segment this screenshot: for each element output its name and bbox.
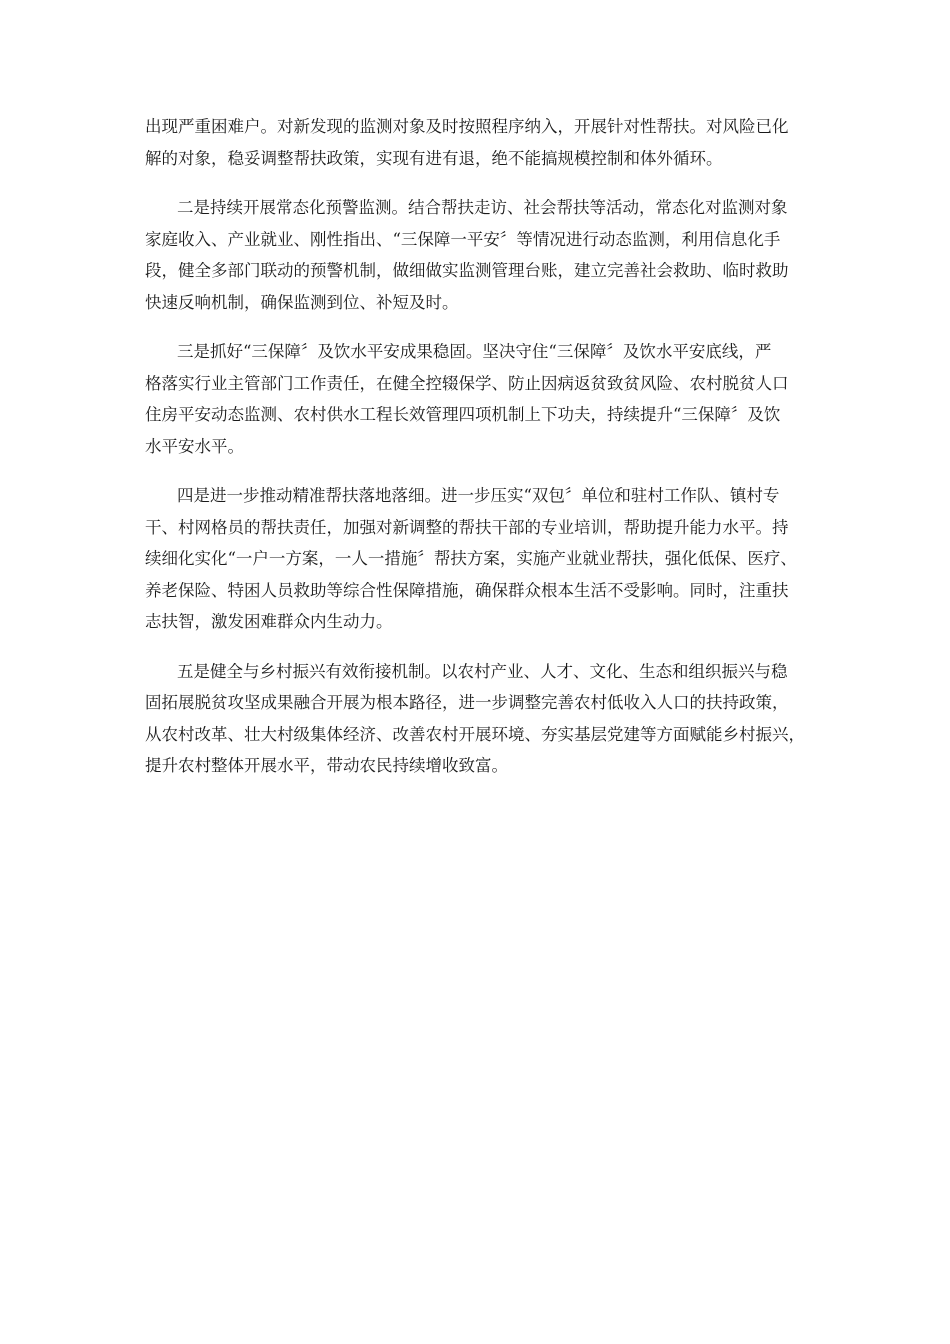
text-line: 志扶智，激发困难群众内生动力。 (145, 612, 393, 631)
text-line: 快速反响机制，确保监测到位、补短及时。 (145, 292, 459, 312)
paragraph-continuation (145, 111, 815, 174)
text-line: 格落实行业主管部门工作责任，在健全控辍保学、防止因病返贫致贫风险、农村脱贫人口 (145, 373, 789, 393)
text-line: 五是健全与乡村振兴有效衔接机制。以农村产业、人才、文化、生态和组织振兴与稳 (177, 661, 788, 681)
paragraph-monitoring (145, 192, 815, 318)
text-line: 从农村改革、壮大村级集体经济、改善农村开展环境、夯实基层党建等方面赋能乡村振兴， (145, 724, 805, 744)
text-line: 出现严重困难户。对新发现的监测对象及时按照程序纳入，开展针对性帮扶。对风险已化 (145, 117, 789, 136)
text-line: 提升农村整体开展水平，带动农民持续增收致富。 (145, 756, 508, 775)
text-line: 养老保险、特困人员救助等综合性保障措施，确保群众根本生活不受影响。同时，注重扶 (145, 580, 789, 600)
paragraph-rural-revitalization (145, 656, 815, 782)
paragraph-precise-assistance (145, 480, 815, 638)
text-line: 三是抓好“三保障〞及饮水平安成果稳固。坚决守住“三保障〞及饮水平安底线，严 (177, 342, 772, 361)
document-body (145, 111, 815, 800)
text-line: 住房平安动态监测、农村供水工程长效管理四项机制上下功夫，持续提升“三保障〞及饮 (145, 405, 781, 424)
text-line: 固拓展脱贫攻坚成果融合开展为根本路径，进一步调整完善农村低收入人口的扶持政策， (145, 693, 789, 712)
text-line: 水平安水平。 (145, 436, 244, 456)
text-line: 段，健全多部门联动的预警机制，做细做实监测管理台账，建立完善社会救助、临时救助 (145, 261, 789, 280)
paragraph-three-guarantees (145, 336, 815, 462)
text-line: 干、村网格员的帮扶责任，加强对新调整的帮扶干部的专业培训，帮助提升能力水平。持 (145, 517, 789, 537)
text-line: 解的对象，稳妥调整帮扶政策，实现有进有退，绝不能搞规模控制和体外循环。 (145, 148, 723, 168)
text-line: 家庭收入、产业就业、刚性指出、“三保障一平安〞等情况进行动态监测，利用信息化手 (145, 229, 781, 249)
text-line: 二是持续开展常态化预警监测。结合帮扶走访、社会帮扶等活动，常态化对监测对象 (177, 198, 788, 217)
text-line: 续细化实化“一户一方案，一人一措施〞帮扶方案，实施产业就业帮扶，强化低保、医疗、 (145, 549, 797, 568)
text-line: 四是进一步推动精准帮扶落地落细。进一步压实“双包〞单位和驻村工作队、镇村专 (177, 486, 780, 505)
